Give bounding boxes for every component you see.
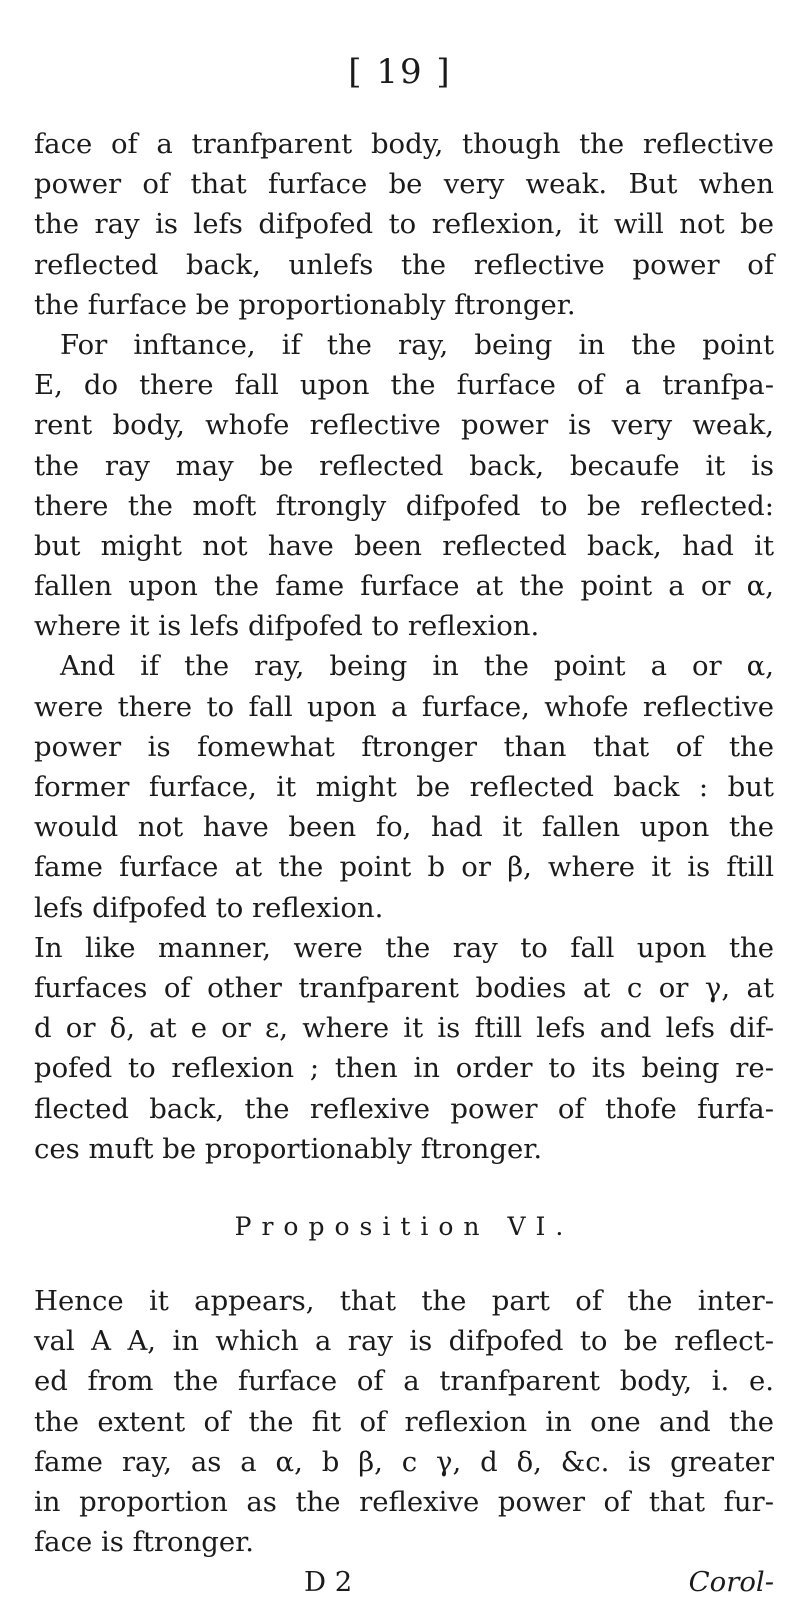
text-line: E, do there fall upon the furface of a tranfpa- xyxy=(34,369,774,402)
text-line: face is ftronger. xyxy=(34,1526,255,1559)
text-line: flected back, the reflexive power of thofe furfa- xyxy=(34,1092,774,1125)
text-line: rent body, whofe reflective power is very weak, xyxy=(34,409,774,442)
text-line: For inftance, if the ray, being in the point xyxy=(60,328,774,361)
text-line: ed from the furface of a tranfparent body, i. e. xyxy=(34,1365,774,1398)
text-line: power is fomewhat ftronger than that of the xyxy=(34,730,774,763)
paragraph-3 xyxy=(34,646,774,927)
section-heading: Proposition VI. xyxy=(234,1211,574,1241)
text-line: face of a tranfparent body, though the reflective xyxy=(34,128,774,160)
text-line: pofed to reflexion ; then in order to its being re- xyxy=(34,1052,774,1085)
text-line: Hence it appears, that the part of the inter- xyxy=(34,1285,774,1318)
text-line: In like manner, were the ray to fall upon the xyxy=(34,931,774,964)
text-line: val A A, in which a ray is difpofed to be reflect- xyxy=(34,1325,774,1358)
text-line: lefs difpofed to reflexion. xyxy=(34,891,384,924)
paragraph-2 xyxy=(34,325,774,647)
text-line: would not have been fo, had it fallen upon the xyxy=(34,811,774,844)
text-line: fame furface at the point b or β, where it is ftill xyxy=(34,851,774,884)
paragraph-1 xyxy=(34,124,774,325)
text-line: there the moft ftrongly difpofed to be reflected: xyxy=(34,489,774,522)
text-line: reflected back, unlefs the reflective power of xyxy=(34,248,774,281)
body-text xyxy=(34,124,774,1603)
text-line: but might not have been reflected back, had it xyxy=(34,529,774,562)
text-line: fame ray, as a α, b β, c γ, d δ, &c. is greater xyxy=(34,1445,774,1478)
text-line: former furface, it might be reflected back : but xyxy=(34,771,774,803)
text-line: where it is lefs difpofed to reflexion. xyxy=(34,610,540,643)
text-line: furfaces of other tranfparent bodies at c or γ, at xyxy=(34,971,774,1004)
text-line: d or δ, at e or ε, where it is ftill lefs and lefs dif- xyxy=(34,1012,774,1045)
text-line: ces muft be proportionably ftronger. xyxy=(34,1132,543,1165)
text-line: the ray may be reflected back, becaufe it is xyxy=(34,449,774,482)
text-line: fallen upon the fame furface at the point a or α, xyxy=(34,570,774,603)
signature-mark: D 2 xyxy=(304,1566,353,1599)
text-line: the ray is lefs difpofed to reflexion, it will not be xyxy=(34,208,774,241)
paragraph-5 xyxy=(34,1281,774,1562)
text-line: And if the ray, being in the point a or α, xyxy=(60,650,774,683)
text-line: the furface be proportionably ftronger. xyxy=(34,288,576,321)
paragraph-4 xyxy=(34,928,774,1169)
text-line: the extent of the fit of reflexion in one and the xyxy=(34,1405,774,1438)
text-line: were there to fall upon a furface, whofe reflective xyxy=(34,690,774,723)
text-line: power of that furface be very weak. But when xyxy=(34,168,774,201)
text-line: in proportion as the reflexive power of that fur- xyxy=(34,1486,774,1518)
catchword: Corol- xyxy=(688,1566,774,1599)
page-footer xyxy=(34,1562,774,1602)
page-number: [ 19 ] xyxy=(348,52,452,92)
